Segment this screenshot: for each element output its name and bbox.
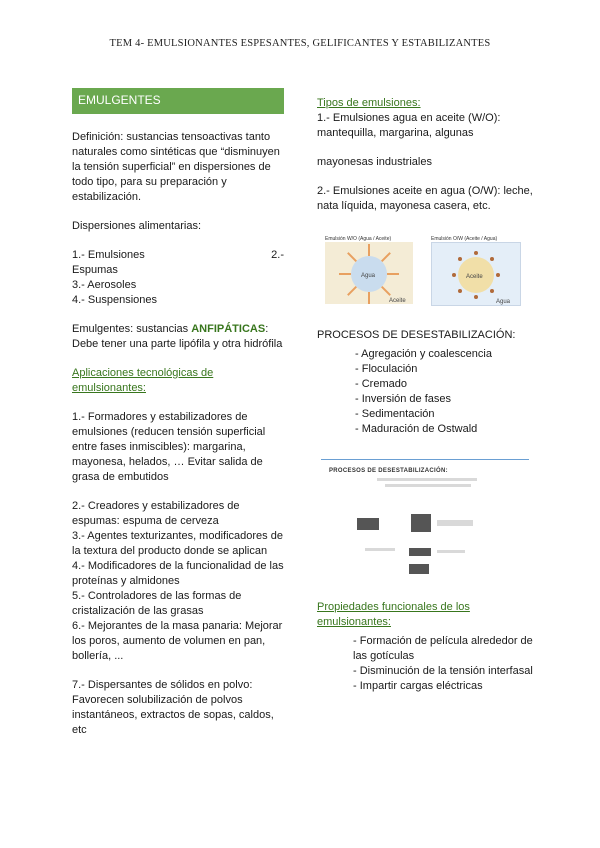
proc-image-block [409,548,431,556]
wo-outer-label: Aceite [389,298,406,304]
ow-diagram-box [431,242,521,306]
application-item-2: 2.- Creadores y estabilizadores de espumas: espuma de cerveza [72,500,240,527]
emulsifier-head [496,273,500,277]
destabilization-processes-image [321,459,529,578]
process-item: - Sedimentación [355,407,535,422]
emulsifier-tail [381,286,391,296]
section-title-emulgentes: EMULGENTES [72,88,284,114]
emulsion-type-2: 2.- Emulsiones aceite en agua (O/W): leche, nata líquida, mayonesa casera, etc. [317,185,533,212]
emulsifier-tail [368,292,370,304]
process-item: - Cremado [355,377,535,392]
types-title: Tipos de emulsiones: [317,97,421,109]
proc-image-line [437,550,465,553]
proc-image-block [437,520,473,526]
proc-image-line [365,548,395,551]
left-column [72,88,284,738]
proc-image-block [411,514,431,532]
processes-list [355,347,535,437]
application-item-3: 3.- Agentes texturizantes, modificadores de la textura del producto donde se aplican [72,530,283,557]
emulsifier-head [474,295,478,299]
page-header: TEM 4- EMULSIONANTES ESPESANTES, GELIFICANTES Y ESTABILIZANTES [109,38,491,49]
proc-image-title: PROCESOS DE DESESTABILIZACIÓN: [329,468,448,474]
emulsifier-tail [347,286,357,296]
emulsifier-head [490,289,494,293]
wo-diagram-caption: Emulsión W/O (Agua / Aceite) [325,236,392,242]
process-item: - Inversión de fases [355,392,535,407]
emulsifier-tail [381,252,391,262]
dispersion-item-2: Espumas [72,264,118,276]
proc-image-block [357,518,379,530]
definition-text: Definición: sustancias tensoactivas tanto naturales como sintéticas que “disminuyen la tensión superficial” en dispersiones de todo tipo, para su preparación y estabilización. [72,131,280,203]
emulsifier-head [452,273,456,277]
property-item: - Formación de película alrededor de las gotículas [353,634,535,664]
ow-diagram-caption: Emulsión O/W (Aceite / Agua) [431,236,498,242]
emulsion-diagrams [323,234,535,306]
ow-inner-label: Aceite [466,274,483,280]
dispersion-item-4: 4.- Suspensiones [72,294,157,306]
emulsifier-tail [368,244,370,256]
processes-title: PROCESOS DE DESESTABILIZACIÓN: [317,329,516,341]
proc-image-line [385,484,471,487]
dispersion-item-2-number: 2.- [271,249,284,261]
emulsifier-tail [387,273,399,275]
application-item-7: 7.- Dispersantes de sólidos en polvo: Favorecen solubilización de polvos instantáneos, extractos de sopas, caldos, etc [72,679,274,736]
wo-emulsion-diagram [323,234,415,306]
applications-title: Aplicaciones tecnológicas de emulsionantes: [72,367,214,394]
dispersions-list [72,248,284,308]
application-item-6: 6.- Mejorantes de la masa panaria: Mejorar los poros, aumento de volumen en pan, bollería, ... [72,620,283,662]
proc-image-line [377,478,477,481]
wo-diagram-box [325,242,413,304]
emulsifier-tail [347,252,357,262]
dispersion-item-3: 3.- Aerosoles [72,279,137,291]
application-item-1: 1.- Formadores y estabilizadores de emulsiones (reducen tensión superficial entre fases inmiscibles): margarina, mayonesa, helados, … Evitar salida de grasa de embutidos [72,411,266,483]
proc-image-block [409,564,429,574]
application-item-4: 4.- Modificadores de la funcionalidad de las proteínas y almidones [72,560,284,587]
ow-outer-label: Agua [496,299,511,305]
emulsifier-tail [339,273,351,275]
dispersions-title: Dispersiones alimentarias: [72,220,201,232]
emulgentes-definition [72,322,284,352]
emulsifier-head [490,257,494,261]
emulsion-type-1-cont: mayonesas industriales [317,156,432,168]
emulgentes-pre: Emulgentes: sustancias [72,323,192,335]
properties-title: Propiedades funcionales de los emulsionantes: [317,601,470,628]
right-column [317,96,535,694]
process-item: - Agregación y coalescencia [355,347,535,362]
emulgentes-post: : Debe tener una parte lipófila y otra hidrófila [72,323,283,350]
process-item: - Floculación [355,362,535,377]
process-item: - Maduración de Ostwald [355,422,535,437]
emulsifier-head [458,289,462,293]
property-item: - Impartir cargas eléctricas [353,679,535,694]
property-item: - Disminución de la tensión interfasal [353,664,535,679]
ow-emulsion-diagram [429,234,521,306]
dispersion-item-1: 1.- Emulsiones [72,249,145,261]
wo-inner-label: Agua [361,273,376,279]
anfipaticas-keyword: ANFIPÁTICAS [191,323,266,335]
application-item-5: 5.- Controladores de las formas de cristalización de las grasas [72,590,242,617]
properties-list [353,634,535,694]
emulsifier-head [474,251,478,255]
emulsion-type-1: 1.- Emulsiones agua en aceite (W/O): mantequilla, margarina, algunas [317,112,501,139]
emulsifier-head [458,257,462,261]
